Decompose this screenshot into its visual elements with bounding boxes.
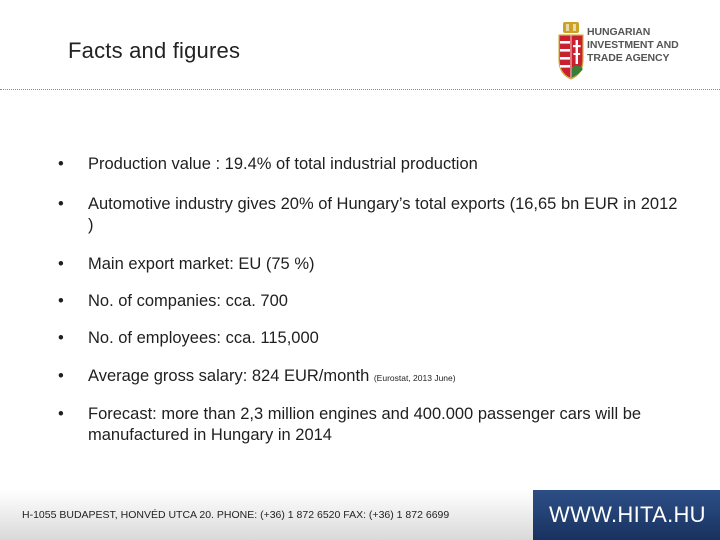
bullet-text: No. of employees: cca. 115,000 <box>88 329 319 347</box>
bullet-text: Automotive industry gives 20% of Hungary’s total exports (16,65 bn EUR in 2012 ) <box>88 195 678 234</box>
bullet-text-with-note <box>88 366 678 389</box>
bullet-marker: • <box>58 367 64 385</box>
logo-wordmark <box>587 26 679 65</box>
coat-of-arms-icon <box>558 22 584 80</box>
header-divider <box>0 89 720 90</box>
footer <box>0 490 720 540</box>
bullet-text: Forecast: more than 2,3 million engines and 400.000 passenger cars will be manufactured in Hungary in 2014 <box>88 405 642 444</box>
footer-website-bar <box>533 490 720 540</box>
bullet-marker: • <box>58 405 64 423</box>
footer-contact-bar <box>0 490 533 540</box>
bullet-marker: • <box>58 155 64 173</box>
logo-line: TRADE AGENCY <box>587 52 670 64</box>
bullet-marker: • <box>58 292 64 310</box>
bullet-text: Main export market: EU (75 %) <box>88 255 315 273</box>
bullet-text: Average gross salary: 824 EUR/month <box>88 367 370 385</box>
hita-logo <box>558 22 708 82</box>
bullet-text: Production value : 19.4% of total industrial production <box>88 155 478 173</box>
website-link[interactable]: WWW.HITA.HU <box>549 502 706 527</box>
bullet-marker: • <box>58 255 64 273</box>
logo-line: INVESTMENT AND <box>587 39 679 51</box>
bullet-text: No. of companies: cca. 700 <box>88 292 288 310</box>
slide-title: Facts and figures <box>68 38 241 63</box>
logo-line: HUNGARIAN <box>587 26 651 38</box>
footer-address: H-1055 BUDAPEST, HONVÉD UTCA 20. PHONE: (+36) 1 872 6520 FAX: (+36) 1 872 6699 <box>22 509 450 521</box>
bullet-marker: • <box>58 195 64 213</box>
source-note: (Eurostat, 2013 June) <box>373 373 456 383</box>
bullet-marker: • <box>58 329 64 347</box>
